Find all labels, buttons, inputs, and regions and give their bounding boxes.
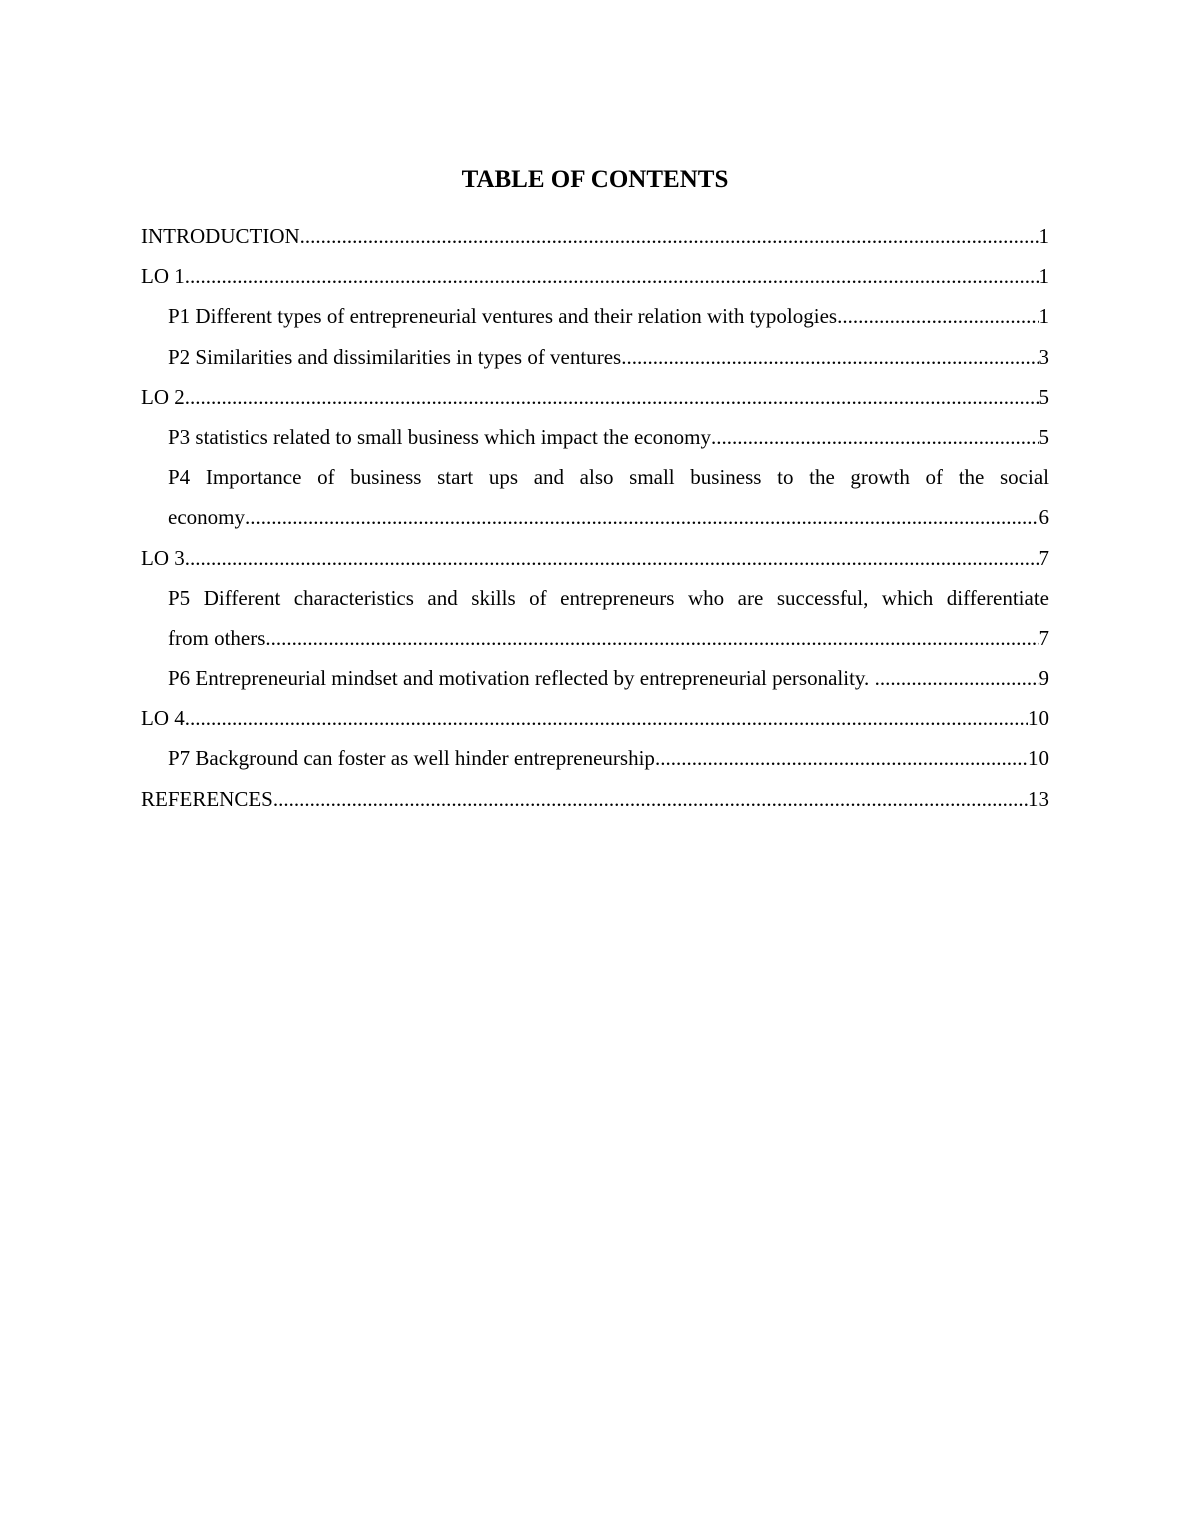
dot-leader [185, 538, 1039, 578]
toc-entry-label: P5 Different characteristics and skills of entrepreneurs who are successful, which differentiate [168, 585, 1049, 610]
dot-leader [185, 256, 1039, 296]
toc-entry-label-continued: economy [168, 505, 245, 530]
toc-entry-label: INTRODUCTION [141, 224, 300, 248]
toc-entry-p1[interactable] [141, 296, 1049, 336]
toc-entry-lo2[interactable] [141, 377, 1049, 417]
dot-leader [837, 296, 1038, 336]
toc-entry-label: LO 2 [141, 384, 185, 409]
toc-entry-continuation [168, 618, 1049, 658]
dot-leader [245, 497, 1039, 537]
toc-entry-p5[interactable] [141, 578, 1049, 658]
toc-entry-p4[interactable] [141, 457, 1049, 537]
toc-page-number: 9 [1038, 666, 1049, 691]
toc-page-number: 7 [1038, 545, 1049, 570]
dot-leader [875, 658, 1039, 698]
dot-leader [185, 377, 1039, 417]
table-of-contents [141, 216, 1049, 819]
toc-page-number: 10 [1028, 706, 1049, 731]
toc-page-number: 5 [1038, 424, 1049, 449]
toc-page-number: 5 [1038, 384, 1049, 409]
dot-leader [711, 417, 1039, 457]
toc-entry-label: LO 4 [141, 706, 185, 731]
toc-page-number: 7 [1038, 625, 1049, 650]
toc-entry-p3[interactable] [141, 417, 1049, 457]
toc-entry-label: REFERENCES [141, 786, 273, 811]
toc-page-number: 3 [1038, 344, 1049, 369]
toc-entry-label: LO 3 [141, 545, 185, 570]
toc-entry-p6[interactable] [141, 658, 1049, 698]
toc-page-number: 10 [1028, 746, 1049, 771]
toc-entry-lo3[interactable] [141, 538, 1049, 578]
toc-title: TABLE OF CONTENTS [461, 166, 729, 193]
toc-entry-references[interactable] [141, 779, 1049, 819]
toc-entry-label: P6 Entrepreneurial mindset and motivation reflected by entrepreneurial personality. [168, 666, 875, 691]
toc-page-number: 1 [1038, 224, 1049, 248]
toc-entry-p2[interactable] [141, 337, 1049, 377]
toc-entry-label: P4 Importance of business start ups and also small business to the growth of the social [168, 465, 1049, 490]
toc-entry-lo4[interactable] [141, 698, 1049, 738]
toc-page-number: 1 [1038, 264, 1049, 289]
toc-entry-p7[interactable] [141, 738, 1049, 778]
dot-leader [265, 618, 1038, 658]
dot-leader [300, 216, 1039, 256]
toc-entry-label: P2 Similarities and dissimilarities in types of ventures [168, 344, 622, 369]
toc-entry-label: P7 Background can foster as well hinder entrepreneurship [168, 746, 655, 771]
toc-entry-label: P1 Different types of entrepreneurial ventures and their relation with typologies [168, 304, 838, 329]
toc-entry-introduction[interactable] [141, 216, 1049, 256]
dot-leader [655, 738, 1028, 778]
dot-leader [273, 779, 1028, 819]
dot-leader [185, 698, 1028, 738]
toc-page-number: 1 [1038, 304, 1049, 329]
toc-entry-lo1[interactable] [141, 256, 1049, 296]
toc-entry-label: P3 statistics related to small business which impact the economy [168, 424, 711, 449]
toc-page-number: 13 [1028, 786, 1049, 811]
dot-leader [621, 337, 1038, 377]
toc-entry-label: LO 1 [141, 264, 185, 289]
toc-entry-label-continued: from others [168, 625, 266, 650]
toc-entry-continuation [168, 497, 1049, 537]
toc-page-number: 6 [1038, 505, 1049, 530]
